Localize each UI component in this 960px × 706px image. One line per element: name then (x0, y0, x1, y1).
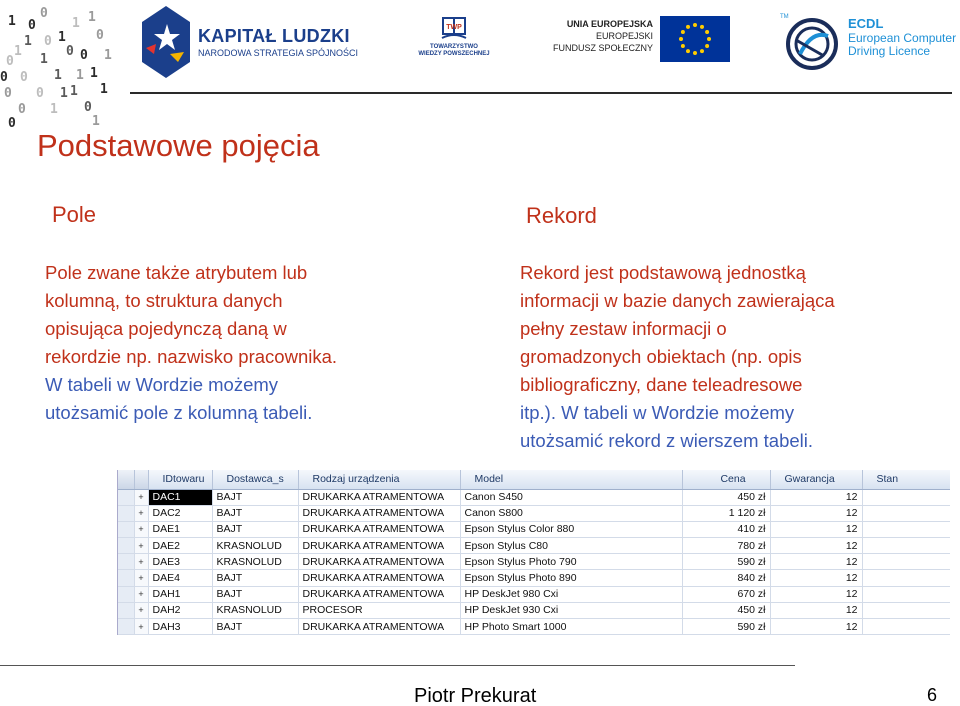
rekord-line: informacji w bazie danych zawierająca (520, 290, 835, 311)
eu-subtitle-2: FUNDUSZ SPOŁECZNY (553, 43, 654, 53)
table-row[interactable] (118, 602, 950, 618)
eu-star-icon (693, 23, 697, 27)
binary-digit: 0 (0, 70, 8, 85)
eu-star-icon (700, 25, 704, 29)
expand-row-icon[interactable]: + (134, 489, 148, 505)
cell-idtowaru[interactable]: DAH2 (148, 602, 212, 618)
eu-subtitle-1: EUROPEJSKI (595, 31, 653, 41)
row-selector[interactable] (118, 521, 134, 537)
column-header-stan[interactable]: Stan (862, 470, 950, 489)
binary-digit: 0 (40, 6, 48, 21)
binary-digit: 0 (96, 28, 104, 43)
cell-stan[interactable] (862, 602, 950, 618)
ecdl-name: ECDL (848, 16, 884, 31)
cell-cena[interactable]: 670 zł (682, 586, 770, 602)
cell-rodzaj[interactable]: DRUKARKA ATRAMENTOWA (298, 489, 460, 505)
table-row[interactable] (118, 586, 950, 602)
column-header-dostawca[interactable]: Dostawca_s (212, 470, 298, 489)
kapital-ludzki-title: KAPITAŁ LUDZKI (198, 26, 350, 46)
eu-star-icon (686, 25, 690, 29)
pole-line: Pole zwane także atrybutem lub (45, 262, 308, 283)
twp-name-line1: TOWARZYSTWO (430, 44, 478, 50)
expand-column-header (134, 470, 148, 489)
eu-flag-icon (660, 16, 730, 62)
access-table-screenshot (117, 470, 950, 635)
ecdl-subtitle-1: European Computer (848, 31, 957, 45)
table-row[interactable] (118, 505, 950, 521)
cell-gwarancja[interactable]: 12 (770, 538, 862, 554)
rekord-line: utożsamić rekord z wierszem tabeli. (520, 430, 814, 451)
cell-gwarancja[interactable]: 12 (770, 602, 862, 618)
cell-dostawca[interactable]: KRASNOLUD (212, 538, 298, 554)
table-header-row (118, 470, 950, 489)
ecdl-tm-text: TM (780, 14, 789, 20)
column-header-gwarancja[interactable]: Gwarancja (770, 470, 862, 489)
cell-cena[interactable]: 590 zł (682, 554, 770, 570)
rekord-line: gromadzonych obiektach (np. opis (520, 346, 802, 367)
cell-model[interactable]: HP DeskJet 930 Cxi (460, 602, 682, 618)
cell-stan[interactable] (862, 570, 950, 586)
rekord-line: bibliograficzny, dane teleadresowe (520, 374, 803, 395)
table-row[interactable] (118, 619, 950, 635)
twp-logo (417, 14, 491, 66)
cell-idtowaru[interactable]: DAC1 (148, 489, 212, 505)
cell-cena[interactable]: 590 zł (682, 619, 770, 635)
pole-heading: Pole (52, 202, 97, 227)
cell-rodzaj[interactable]: DRUKARKA ATRAMENTOWA (298, 619, 460, 635)
table-row[interactable] (118, 570, 950, 586)
cell-model[interactable]: HP Photo Smart 1000 (460, 619, 682, 635)
binary-digit: 0 (18, 102, 26, 117)
cell-model[interactable]: Epson Stylus Photo 890 (460, 570, 682, 586)
binary-digit: 1 (76, 68, 84, 83)
cell-stan[interactable] (862, 521, 950, 537)
cell-dostawca[interactable]: BAJT (212, 570, 298, 586)
slide-title: Podstawowe pojęcia (37, 128, 320, 163)
binary-digit: 1 (24, 34, 32, 49)
cell-rodzaj[interactable]: DRUKARKA ATRAMENTOWA (298, 538, 460, 554)
ecdl-globe-icon (778, 10, 842, 74)
cell-stan[interactable] (862, 554, 950, 570)
cell-dostawca[interactable]: BAJT (212, 505, 298, 521)
cell-model[interactable]: Canon S450 (460, 489, 682, 505)
expand-row-icon[interactable]: + (134, 554, 148, 570)
cell-gwarancja[interactable]: 12 (770, 619, 862, 635)
cell-dostawca[interactable]: BAJT (212, 521, 298, 537)
cell-idtowaru[interactable]: DAE2 (148, 538, 212, 554)
twp-mark-text: TWP (446, 24, 462, 31)
cell-cena[interactable]: 1 120 zł (682, 505, 770, 521)
pole-definition (45, 259, 465, 427)
cell-model[interactable]: HP DeskJet 980 Cxi (460, 586, 682, 602)
eu-star-icon (681, 44, 685, 48)
eu-star-icon (686, 49, 690, 53)
binary-digit: 0 (80, 48, 88, 63)
cell-dostawca[interactable]: BAJT (212, 586, 298, 602)
twp-book-icon (439, 14, 469, 44)
row-selector[interactable] (118, 505, 134, 521)
cell-idtowaru[interactable]: DAE4 (148, 570, 212, 586)
row-selector[interactable] (118, 570, 134, 586)
binary-digit: 1 (40, 52, 48, 67)
kapital-ludzki-star-icon (140, 4, 192, 80)
binary-digit: 1 (50, 102, 58, 117)
rekord-line: Rekord jest podstawową jednostką (520, 262, 806, 283)
kapital-ludzki-subtitle: NARODOWA STRATEGIA SPÓJNOŚCI (198, 48, 359, 58)
table-row[interactable] (118, 489, 950, 505)
pole-line: kolumną, to struktura danych (45, 290, 283, 311)
cell-model[interactable]: Epson Stylus Photo 790 (460, 554, 682, 570)
column-header-model[interactable]: Model (460, 470, 682, 489)
table-row[interactable] (118, 521, 950, 537)
binary-digit: 1 (60, 86, 68, 101)
cell-gwarancja[interactable]: 12 (770, 505, 862, 521)
cell-dostawca[interactable]: BAJT (212, 619, 298, 635)
cell-cena[interactable]: 450 zł (682, 602, 770, 618)
cell-idtowaru[interactable]: DAH1 (148, 586, 212, 602)
cell-model[interactable]: Canon S800 (460, 505, 682, 521)
expand-row-icon[interactable]: + (134, 505, 148, 521)
binary-digit: 0 (66, 44, 74, 59)
cell-gwarancja[interactable]: 12 (770, 554, 862, 570)
pole-line: rekordzie np. nazwisko pracownika. (45, 346, 338, 367)
cell-cena[interactable]: 450 zł (682, 489, 770, 505)
kapital-ludzki-logo (140, 4, 380, 82)
table-row[interactable] (118, 538, 950, 554)
products-table (118, 470, 950, 635)
cell-dostawca[interactable]: KRASNOLUD (212, 602, 298, 618)
eu-star-icon (705, 44, 709, 48)
binary-digit: 1 (92, 114, 100, 129)
rekord-definition (520, 259, 950, 455)
twp-name-line2: WIEDZY POWSZECHNEJ (418, 51, 490, 57)
binary-digit: 0 (4, 86, 12, 101)
binary-digit: 1 (8, 14, 16, 29)
eu-fund-text (553, 18, 653, 54)
cell-gwarancja[interactable]: 12 (770, 521, 862, 537)
cell-rodzaj[interactable]: DRUKARKA ATRAMENTOWA (298, 554, 460, 570)
ecdl-subtitle (848, 32, 956, 58)
column-header-idtowaru[interactable]: IDtowaru (148, 470, 212, 489)
binary-digit: 0 (6, 54, 14, 69)
cell-gwarancja[interactable]: 12 (770, 586, 862, 602)
expand-row-icon[interactable]: + (134, 538, 148, 554)
expand-row-icon[interactable]: + (134, 619, 148, 635)
rekord-line: pełny zestaw informacji o (520, 318, 727, 339)
binary-digit: 0 (36, 86, 44, 101)
cell-rodzaj[interactable]: DRUKARKA ATRAMENTOWA (298, 505, 460, 521)
ecdl-logo (778, 10, 960, 70)
expand-row-icon[interactable]: + (134, 586, 148, 602)
cell-cena[interactable]: 780 zł (682, 538, 770, 554)
cell-rodzaj[interactable]: DRUKARKA ATRAMENTOWA (298, 521, 460, 537)
cell-stan[interactable] (862, 619, 950, 635)
row-selector[interactable] (118, 489, 134, 505)
expand-row-icon[interactable]: + (134, 570, 148, 586)
row-selector[interactable] (118, 554, 134, 570)
binary-digit: 1 (100, 82, 108, 97)
cell-stan[interactable] (862, 505, 950, 521)
cell-model[interactable]: Epson Stylus C80 (460, 538, 682, 554)
cell-stan[interactable] (862, 586, 950, 602)
binary-digit: 1 (70, 84, 78, 99)
pole-line: W tabeli w Wordzie możemy (45, 374, 279, 395)
binary-digit: 1 (58, 30, 66, 45)
column-header-rodzaj[interactable]: Rodzaj urządzenia (298, 470, 460, 489)
cell-model[interactable]: Epson Stylus Color 880 (460, 521, 682, 537)
rekord-line: itp.). W tabeli w Wordzie możemy (520, 402, 795, 423)
binary-digit: 1 (88, 10, 96, 25)
binary-digit: 1 (54, 68, 62, 83)
eu-star-icon (681, 30, 685, 34)
binary-decoration (0, 4, 120, 131)
page-number: 6 (927, 685, 938, 705)
column-header-cena[interactable]: Cena (682, 470, 770, 489)
cell-gwarancja[interactable]: 12 (770, 570, 862, 586)
ecdl-subtitle-2: Driving Licence (848, 44, 931, 58)
binary-digit: 0 (84, 100, 92, 115)
binary-digit: 1 (14, 44, 22, 59)
pole-line: opisująca pojedynczą daną w (45, 318, 287, 339)
eu-star-icon (700, 49, 704, 53)
binary-digit: 1 (104, 48, 112, 63)
row-selector[interactable] (118, 538, 134, 554)
cell-dostawca[interactable]: KRASNOLUD (212, 554, 298, 570)
cell-idtowaru[interactable]: DAE3 (148, 554, 212, 570)
cell-cena[interactable]: 410 zł (682, 521, 770, 537)
cell-idtowaru[interactable]: DAE1 (148, 521, 212, 537)
row-selector[interactable] (118, 586, 134, 602)
row-selector[interactable] (118, 602, 134, 618)
cell-dostawca[interactable]: BAJT (212, 489, 298, 505)
pole-line: utożsamić pole z kolumną tabeli. (45, 402, 313, 423)
cell-gwarancja[interactable]: 12 (770, 489, 862, 505)
cell-rodzaj[interactable]: DRUKARKA ATRAMENTOWA (298, 586, 460, 602)
binary-digit: 1 (90, 66, 98, 81)
select-all-corner[interactable] (118, 470, 134, 489)
cell-cena[interactable]: 840 zł (682, 570, 770, 586)
eu-title: UNIA EUROPEJSKA (566, 19, 653, 29)
binary-digit: 0 (44, 34, 52, 49)
binary-digit: 0 (28, 18, 36, 33)
cell-rodzaj[interactable]: DRUKARKA ATRAMENTOWA (298, 570, 460, 586)
cell-idtowaru[interactable]: DAC2 (148, 505, 212, 521)
cell-idtowaru[interactable]: DAH3 (148, 619, 212, 635)
cell-rodzaj[interactable]: PROCESOR (298, 602, 460, 618)
table-row[interactable] (118, 554, 950, 570)
expand-row-icon[interactable]: + (134, 521, 148, 537)
footer-divider (0, 665, 795, 666)
eu-star-icon (693, 51, 697, 55)
eu-star-icon (707, 37, 711, 41)
rekord-heading: Rekord (526, 203, 597, 228)
binary-digit: 0 (8, 116, 16, 131)
binary-digit: 1 (72, 16, 80, 31)
eu-star-icon (679, 37, 683, 41)
cell-stan[interactable] (862, 538, 950, 554)
header-divider (130, 92, 952, 94)
eu-star-icon (705, 30, 709, 34)
binary-digit: 0 (20, 70, 28, 85)
footer-author: Piotr Prekurat (414, 685, 537, 706)
expand-row-icon[interactable]: + (134, 602, 148, 618)
cell-stan[interactable] (862, 489, 950, 505)
row-selector[interactable] (118, 619, 134, 635)
